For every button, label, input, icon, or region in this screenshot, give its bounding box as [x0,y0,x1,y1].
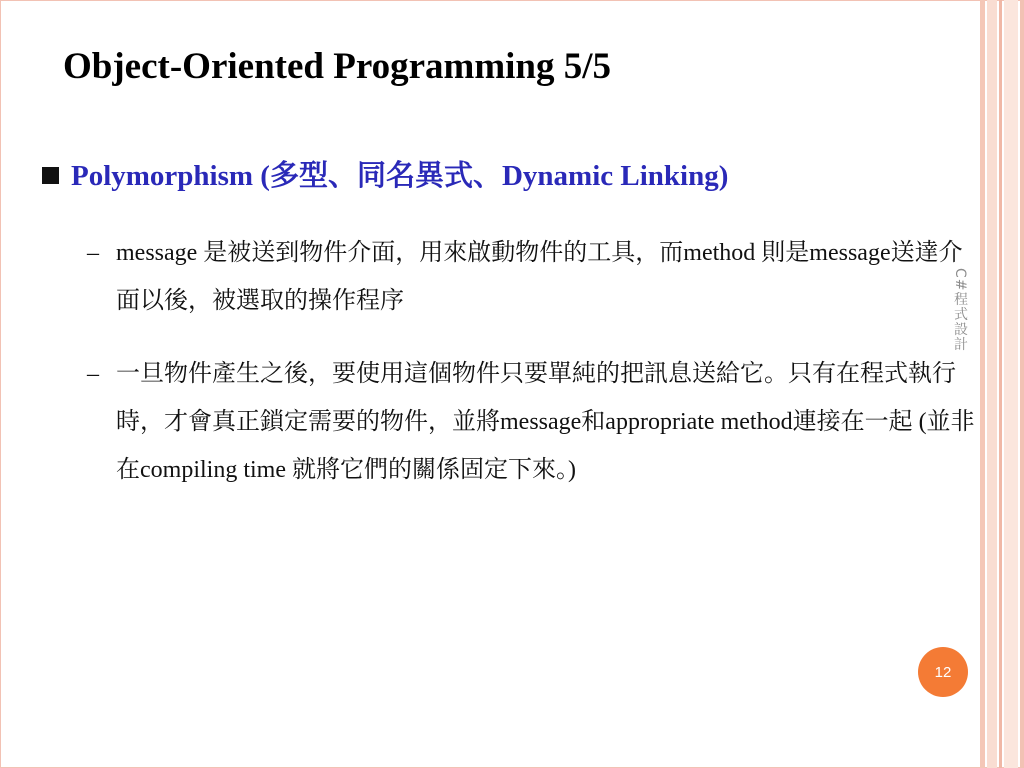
page-number-badge [918,647,968,697]
main-bullet-text: Polymorphism (多型、同名異式、Dynamic Linking) [71,160,729,192]
stripe [999,0,1002,768]
page-number: 12 [934,663,952,681]
square-bullet-icon [42,167,59,184]
sub-bullet-1 [87,229,986,325]
stripe [1004,0,1018,768]
main-bullet [42,153,728,194]
slide-title: Object-Oriented Programming 5/5 [63,46,612,87]
vertical-side-label: C#程式設計 [952,268,968,352]
stripe [1020,0,1024,768]
stripe [987,0,997,768]
dash-bullet: – [87,361,99,387]
decorative-side-stripes [980,0,1024,768]
dash-bullet: – [87,240,99,266]
sub-bullet-text: 一旦物件產生之後，要使用這個物件只要單純的把訊息送給它。只有在程式執行時，才會真正鎖定需要的物件，並將message和appropriate method連接在一起 (並非在compiling time 就將它們的關係固定下來。) [116,361,975,483]
sub-bullet-2 [87,350,986,494]
sub-bullet-text: message 是被送到物件介面，用來啟動物件的工具，而method 則是message送達介面以後，被選取的操作程序 [116,240,963,314]
